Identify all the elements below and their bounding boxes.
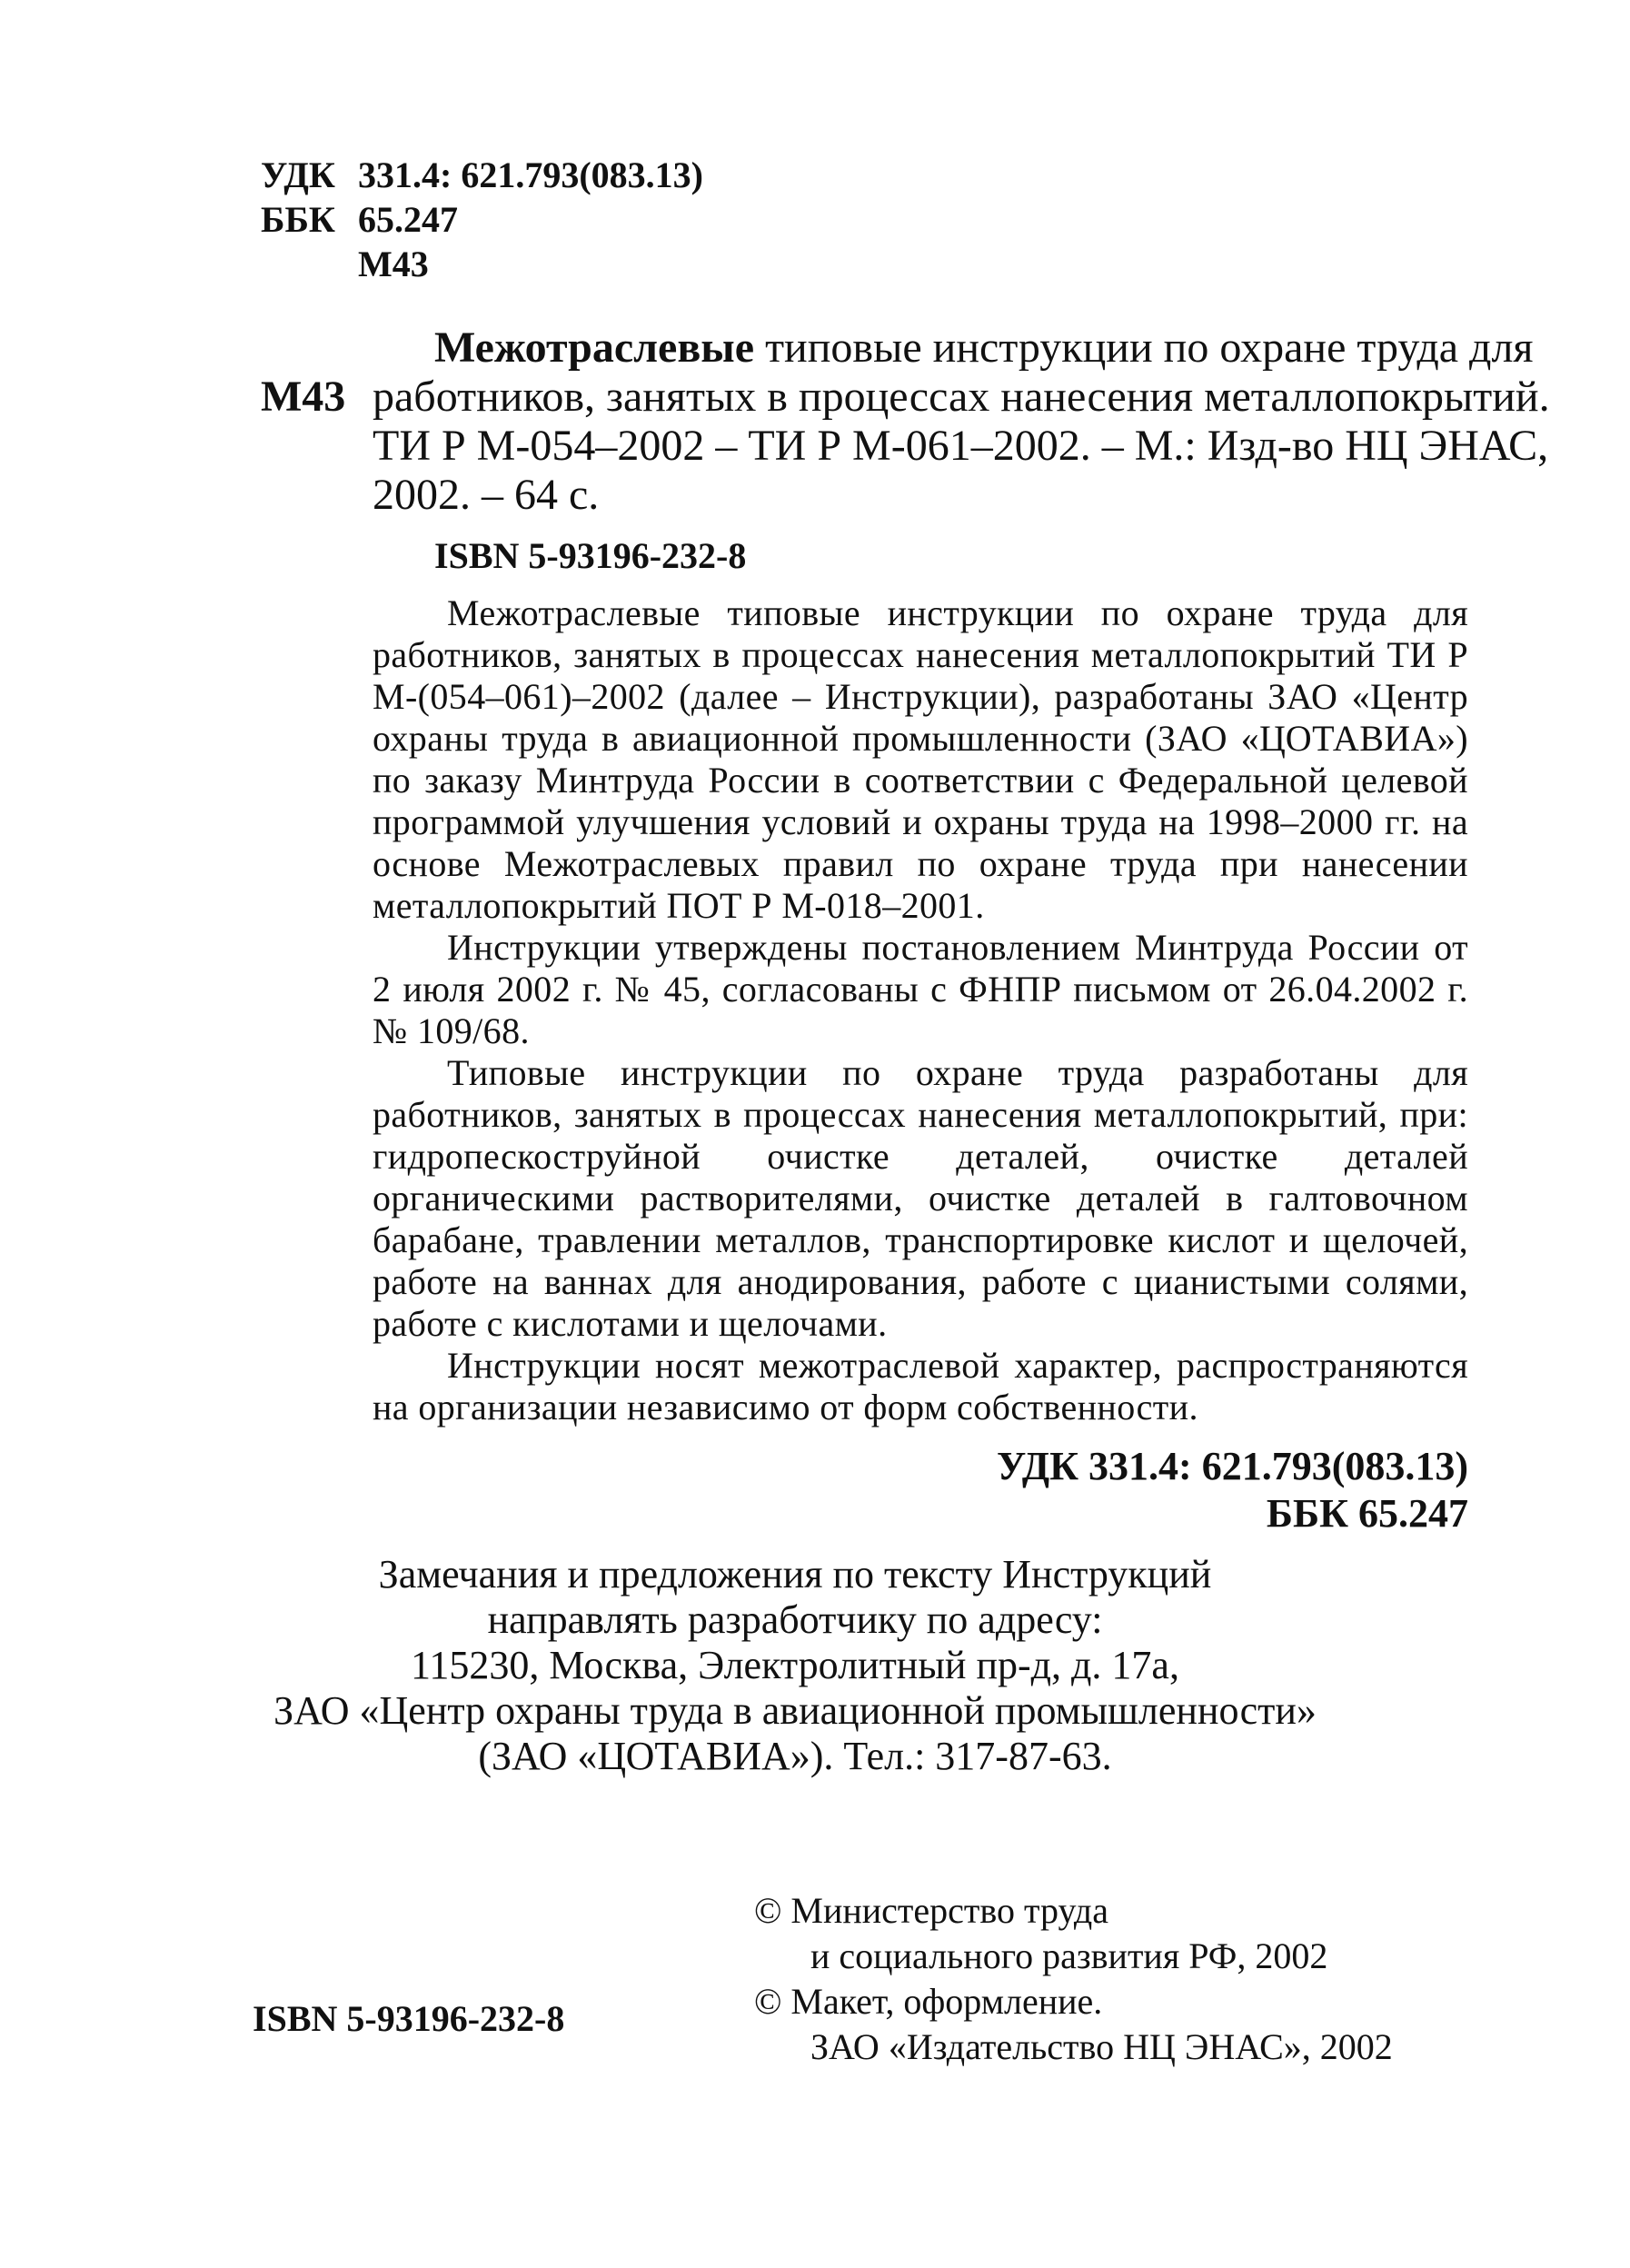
bib-line-2: работников, занятых в процессах нанесения металлопокрытий. bbox=[373, 373, 1550, 421]
copyright-2-line-2: ЗАО «Издательство НЦ ЭНАС», 2002 bbox=[810, 2026, 1393, 2067]
abstract-paragraph-4: Инструкции носят межотраслевой характер, распространяются на организации независимо от форм собственности. bbox=[373, 1345, 1468, 1427]
bbk-bottom: ББК 65.247 bbox=[1266, 1491, 1468, 1536]
bib-line-4: 2002. – 64 с. bbox=[373, 471, 600, 519]
copyright-block bbox=[754, 1888, 1393, 2070]
copyright-1-line-1: © Министерство труда bbox=[754, 1890, 1109, 1931]
contact-line-3: 115230, Москва, Электролитный пр-д, д. 17а, bbox=[411, 1643, 1179, 1687]
bbk-top-value: 65.247 bbox=[358, 199, 458, 240]
contact-line-1: Замечания и предложения по тексту Инструкций bbox=[378, 1552, 1212, 1597]
author-mark-top: М43 bbox=[358, 244, 429, 284]
contact-line-4: ЗАО «Центр охраны труда в авиационной промышленности» bbox=[273, 1688, 1317, 1733]
bbk-top-label: ББК bbox=[261, 199, 335, 240]
copyright-2-line-1: © Макет, оформление. bbox=[754, 1981, 1103, 2022]
footer-isbn: ISBN 5-93196-232-8 bbox=[253, 1998, 565, 2039]
classification-bottom bbox=[997, 1443, 1468, 1537]
bib-title-rest: типовые инструкции по охране труда для bbox=[754, 323, 1534, 372]
udk-bottom: УДК 331.4: 621.793(083.13) bbox=[997, 1444, 1468, 1488]
abstract-paragraph-3: Типовые инструкции по охране труда разработаны для работников, занятых в процессах нанесения металлопокрытий, при: гидропескоструйной очистке деталей, очистке деталей органическими растворителями, очистке деталей в галтовочном барабане, травлении металлов, транспортировке кислот и щелочей, работе на ваннах для анодирования, работе с цианистыми солями, работе с кислотами и щелочами. bbox=[373, 1052, 1468, 1344]
copyright-1-line-2: и социального развития РФ, 2002 bbox=[810, 1935, 1328, 1976]
bib-author-mark: М43 bbox=[261, 373, 346, 421]
bib-title-bold: Межотраслевые bbox=[434, 323, 755, 372]
udk-top-value: 331.4: 621.793(083.13) bbox=[358, 154, 703, 195]
contact-line-5: (ЗАО «ЦОТАВИА»). Тел.: 317-87-63. bbox=[478, 1734, 1112, 1778]
bib-isbn: ISBN 5-93196-232-8 bbox=[434, 535, 747, 576]
bib-line-1 bbox=[434, 323, 1534, 373]
abstract-paragraph-1: Межотраслевые типовые инструкции по охране труда для работников, занятых в процессах нанесения металлопокрытий ТИ Р М-(054–061)–2002 (далее – Инструкции), разработаны ЗАО «Центр охраны труда в авиационной промышленности (ЗАО «ЦОТАВИА») по заказу Минтруда России в соответствии с Федеральной целевой программой улучшения условий и охраны труда на 1998–2000 гг. на основе Межотраслевых правил по охране труда при нанесении металлопокрытий ПОТ Р М-018–2001. bbox=[373, 592, 1468, 926]
contact-line-2: направлять разработчику по адресу: bbox=[487, 1597, 1103, 1642]
contact-block bbox=[273, 1552, 1317, 1779]
bib-line-3: ТИ Р М-054–2002 – ТИ Р М-061–2002. – М.: Изд-во НЦ ЭНАС, bbox=[373, 422, 1549, 470]
abstract-paragraph-2: Инструкции утверждены постановлением Минтруда России от 2 июля 2002 г. № 45, согласованы с ФНПР письмом от 26.04.2002 г. № 109/68. bbox=[373, 927, 1468, 1051]
udk-top-label: УДК bbox=[261, 154, 335, 195]
